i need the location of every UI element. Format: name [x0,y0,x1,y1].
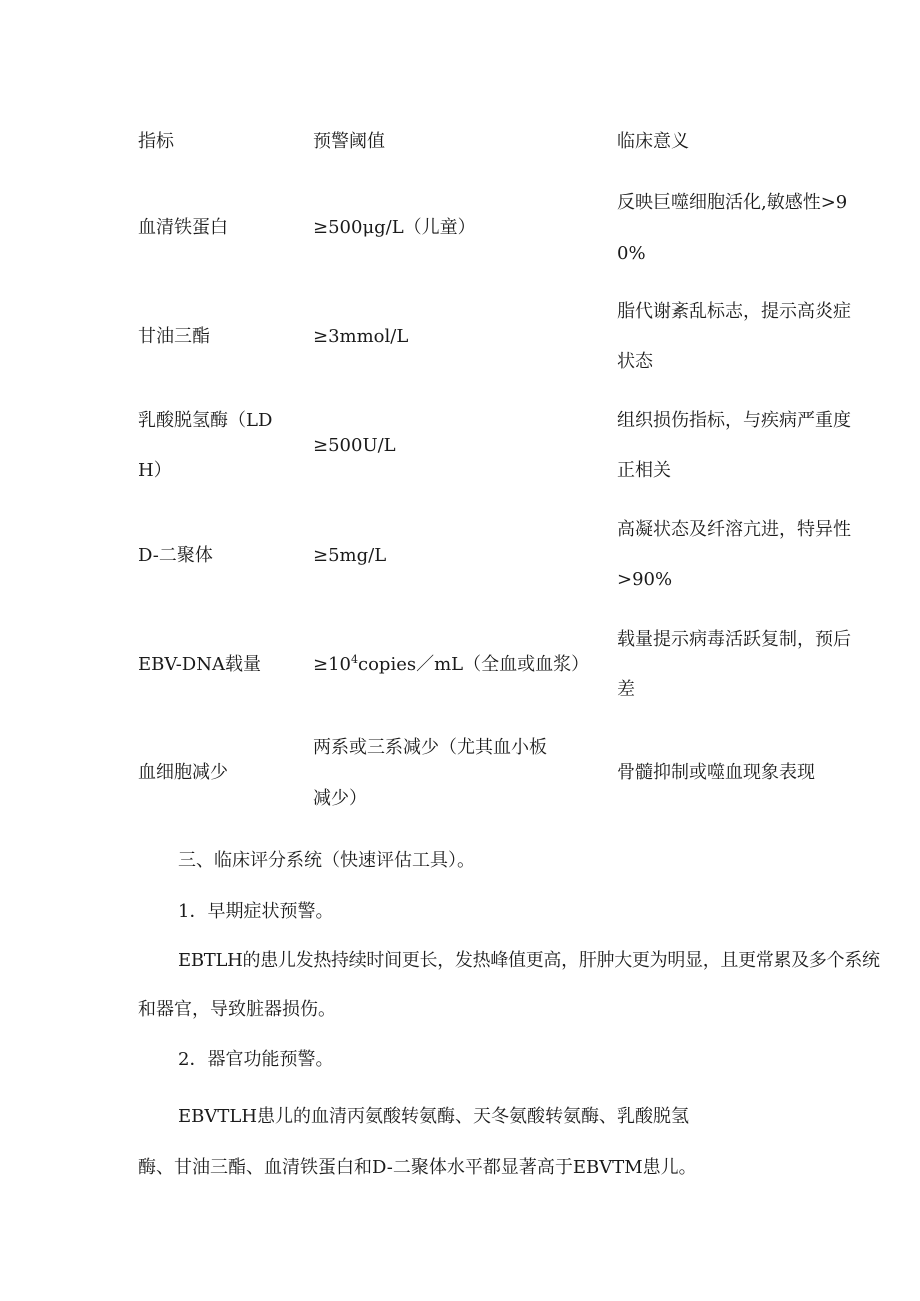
cell-indicator: 甘油三酯 [138,326,210,347]
cell-threshold: ≥500U/L [313,435,396,456]
cell-significance: 骨髓抑制或噬血现象表现 [617,762,815,783]
cell-indicator-line1: 乳酸脱氢酶（LD [138,410,273,431]
item2-paragraph-line1: EBVTLH患儿的血清丙氨酸转氨酶、天冬氨酸转氨酶、乳酸脱氢 [178,1106,690,1127]
cell-indicator: D-二聚体 [138,545,213,566]
cell-significance-line1: 组织损伤指标，与疾病严重度 [617,410,851,431]
cell-threshold: ≥5mg/L [313,545,387,566]
item1-paragraph-line1: EBTLH的患儿发热持续时间更长，发热峰值更高，肝肿大更为明显，且更常累及多个系统 [178,950,880,971]
cell-significance-line2: 状态 [617,351,653,372]
cell-threshold-line2: 减少） [313,788,367,809]
cell-significance-line1: 反映巨噬细胞活化,敏感性>9 [617,192,848,213]
cell-threshold [313,653,590,675]
section-heading: 三、临床评分系统（快速评估工具）。 [178,850,475,871]
header-indicator: 指标 [138,131,174,152]
threshold-exponent: 4 [351,653,358,666]
header-significance: 临床意义 [617,131,689,152]
threshold-prefix: ≥10 [313,654,351,675]
cell-threshold-line1: 两系或三系减少（尤其血小板 [313,737,547,758]
cell-indicator: EBV-DNA载量 [138,654,261,675]
item1-title: 1．早期症状预警。 [178,901,334,922]
threshold-suffix: copies／mL（全血或血浆） [358,654,590,675]
cell-threshold: ≥500μg/L（儿童） [313,217,476,238]
cell-significance-line2: >90% [617,569,673,590]
cell-indicator: 血细胞减少 [138,762,228,783]
cell-threshold: ≥3mmol/L [313,326,409,347]
item2-paragraph-line2: 酶、甘油三酯、血清铁蛋白和D-二聚体水平都显著高于EBVTM患儿。 [138,1157,697,1178]
cell-significance-line1: 高凝状态及纤溶亢进，特异性 [617,519,851,540]
cell-indicator-line2: H） [138,460,172,481]
header-threshold: 预警阈值 [313,131,385,152]
item1-paragraph-line2: 和器官，导致脏器损伤。 [138,999,336,1020]
cell-significance-line2: 0% [617,243,646,264]
cell-indicator: 血清铁蛋白 [138,217,228,238]
cell-significance-line2: 正相关 [617,460,671,481]
item2-title: 2．器官功能预警。 [178,1049,334,1070]
cell-significance-line1: 脂代谢紊乱标志，提示高炎症 [617,301,851,322]
cell-significance-line1: 载量提示病毒活跃复制，预后 [617,629,851,650]
cell-significance-line2: 差 [617,679,635,700]
